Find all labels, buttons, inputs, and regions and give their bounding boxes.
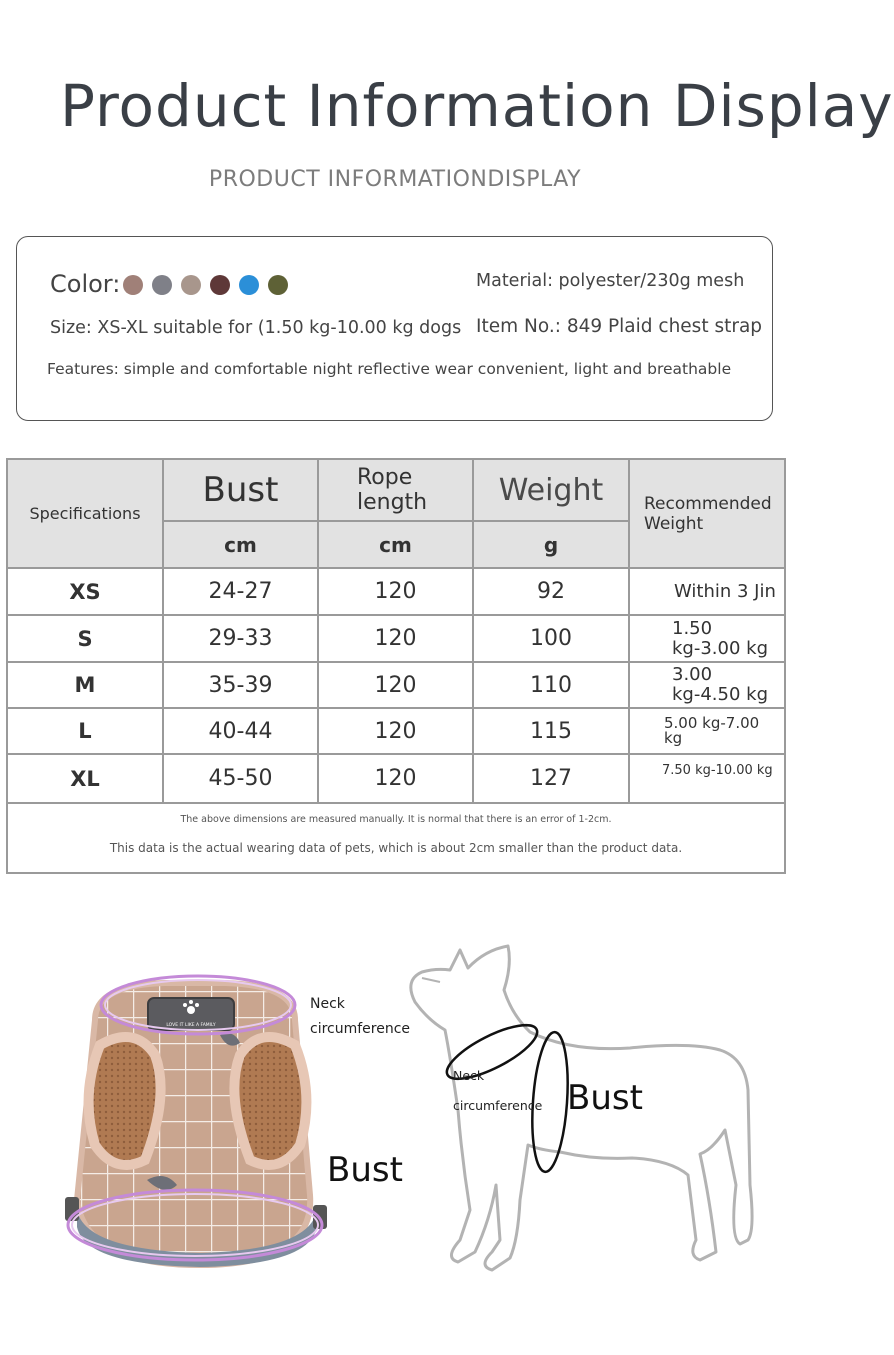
size-table xyxy=(6,458,786,874)
size-cell: M xyxy=(7,662,163,708)
rope-cell: 120 xyxy=(318,568,473,615)
weight-cell: 100 xyxy=(473,615,629,662)
header-rope-line1: Rope xyxy=(357,465,413,490)
color-label: Color: xyxy=(50,270,121,298)
weight-cell: 110 xyxy=(473,662,629,708)
weight-cell: 127 xyxy=(473,754,629,803)
recommended-cell: Within 3 Jin xyxy=(629,568,785,615)
color-row xyxy=(50,270,288,298)
bust-cell: 35-39 xyxy=(163,662,318,708)
bust-cell: 24-27 xyxy=(163,568,318,615)
dog-neck-label-line2: circumference xyxy=(453,1098,543,1113)
color-swatch xyxy=(268,275,288,295)
unit-rope: cm xyxy=(318,521,473,568)
table-row xyxy=(7,615,785,662)
recommended-line2: kg-3.00 kg xyxy=(672,637,768,659)
dog-bust-label: Bust xyxy=(567,1078,643,1118)
unit-weight: g xyxy=(473,521,629,568)
header-rec-line1: Recommended xyxy=(644,493,772,514)
recommended-line1: 1.50 xyxy=(672,617,713,639)
table-row xyxy=(7,568,785,615)
table-notes-row xyxy=(7,803,785,873)
size-cell: L xyxy=(7,708,163,754)
size-cell: XS xyxy=(7,568,163,615)
table-row xyxy=(7,662,785,708)
page-subtitle: PRODUCT INFORMATIONDISPLAY xyxy=(208,167,582,192)
color-swatch xyxy=(210,275,230,295)
header-rec-line2: Weight xyxy=(644,513,704,534)
recommended-cell: 7.50 kg-10.00 kg xyxy=(629,754,785,803)
recommended-cell xyxy=(629,708,785,754)
harness-illustration xyxy=(55,965,340,1280)
recommended-cell xyxy=(629,615,785,662)
harness-bust-label: Bust xyxy=(327,1150,403,1190)
page-title: Product Information Display xyxy=(60,72,894,140)
badge-text: LOVE IT LIKE A FAMILY xyxy=(166,1023,216,1028)
recommended-line1: 5.00 kg-7.00 xyxy=(664,714,760,732)
recommended-cell xyxy=(629,662,785,708)
color-swatch xyxy=(123,275,143,295)
measurement-note: The above dimensions are measured manually. It is normal that there is an error of 1-2cm. xyxy=(180,814,612,825)
rope-cell: 120 xyxy=(318,615,473,662)
size-cell: S xyxy=(7,615,163,662)
table-row xyxy=(7,708,785,754)
table-notes xyxy=(7,803,785,873)
color-swatches xyxy=(123,275,288,295)
weight-cell: 92 xyxy=(473,568,629,615)
bust-cell: 45-50 xyxy=(163,754,318,803)
rope-cell: 120 xyxy=(318,662,473,708)
unit-bust: cm xyxy=(163,521,318,568)
table-row xyxy=(7,754,785,803)
recommended-line1: 3.00 xyxy=(672,664,713,685)
header-bust: Bust xyxy=(163,459,318,521)
color-swatch xyxy=(152,275,172,295)
weight-cell: 115 xyxy=(473,708,629,754)
size-text: Size: XS-XL suitable for (1.50 kg-10.00 kg dogs xyxy=(50,318,462,338)
material-text: Material: polyester/230g mesh xyxy=(476,271,745,291)
header-specifications: Specifications xyxy=(7,459,163,568)
rope-cell: 120 xyxy=(318,708,473,754)
size-cell: XL xyxy=(7,754,163,803)
color-swatch xyxy=(239,275,259,295)
header-rope-line2: length xyxy=(357,490,428,515)
color-swatch xyxy=(181,275,201,295)
header-weight: Weight xyxy=(473,459,629,521)
wearing-data-note: This data is the actual wearing data of pets, which is about 2cm smaller than the product data. xyxy=(109,841,683,855)
harness-neck-label-line1: Neck xyxy=(310,996,345,1012)
header-rope-length xyxy=(318,459,473,521)
rope-cell: 120 xyxy=(318,754,473,803)
bust-cell: 29-33 xyxy=(163,615,318,662)
header-recommended-weight xyxy=(629,459,785,568)
recommended-line2: kg-4.50 kg xyxy=(672,684,768,705)
dog-neck-label-line1: Neck xyxy=(453,1068,485,1083)
bust-cell: 40-44 xyxy=(163,708,318,754)
item-number-text: Item No.: 849 Plaid chest strap xyxy=(476,316,763,337)
recommended-line2: kg xyxy=(664,729,683,747)
harness-neck-label-line2: circumference xyxy=(310,1021,411,1037)
features-text: Features: simple and comfortable night reflective wear convenient, light and breathable xyxy=(47,360,732,378)
